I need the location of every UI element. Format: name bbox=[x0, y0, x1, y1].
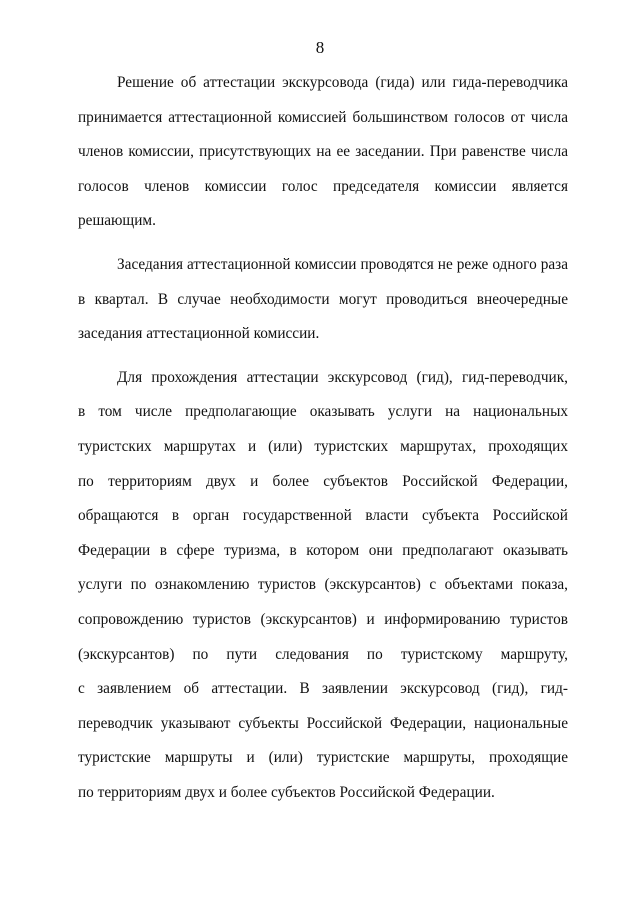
text-line: членов комиссии, присутствующих на ее заседании. При равенстве числа bbox=[78, 143, 568, 161]
text-line: решающим. bbox=[78, 212, 156, 230]
document-body bbox=[78, 66, 568, 819]
paragraph-commission-meetings bbox=[78, 248, 568, 352]
text-line: Решение об аттестации экскурсовода (гида) или гида-переводчика bbox=[117, 74, 568, 91]
paragraph-attestation-application bbox=[78, 361, 568, 811]
text-line: туристских маршрутах и (или) туристских маршрутах, проходящих bbox=[78, 437, 568, 455]
text-line: в том числе предполагающие оказывать услуги на национальных bbox=[78, 403, 568, 421]
text-line: переводчик указывают субъекты Российской Федерации, национальные bbox=[78, 714, 568, 732]
text-line: по территориям двух и более субъектов Российской Федерации. bbox=[78, 783, 495, 801]
text-line: Федерации в сфере туризма, в котором они предполагают оказывать bbox=[78, 541, 568, 559]
text-line: по территориям двух и более субъектов Российской Федерации, bbox=[78, 472, 568, 490]
text-line: в квартал. В случае необходимости могут проводиться внеочередные bbox=[78, 290, 568, 308]
text-line: заседания аттестационной комиссии. bbox=[78, 325, 320, 343]
text-line: с заявлением об аттестации. В заявлении экскурсовод (гид), гид- bbox=[78, 680, 568, 698]
text-line: туристские маршруты и (или) туристские маршруты, проходящие bbox=[78, 749, 568, 767]
page-number: 8 bbox=[315, 38, 325, 57]
text-line: обращаются в орган государственной власти субъекта Российской bbox=[78, 507, 568, 525]
text-line: сопровождению туристов (экскурсантов) и информированию туристов bbox=[78, 610, 568, 628]
text-line: (экскурсантов) по пути следования по туристскому маршруту, bbox=[78, 645, 568, 663]
text-line: Для прохождения аттестации экскурсовод (гид), гид-переводчик, bbox=[117, 368, 568, 386]
text-line: услуги по ознакомлению туристов (экскурсантов) с объектами показа, bbox=[78, 576, 568, 594]
text-line: Заседания аттестационной комиссии проводятся не реже одного раза bbox=[117, 255, 568, 273]
paragraph-attestation-decision bbox=[78, 66, 568, 239]
text-line: принимается аттестационной комиссией большинством голосов от числа bbox=[78, 108, 568, 126]
text-line: голосов членов комиссии голос председателя комиссии является bbox=[78, 177, 568, 195]
